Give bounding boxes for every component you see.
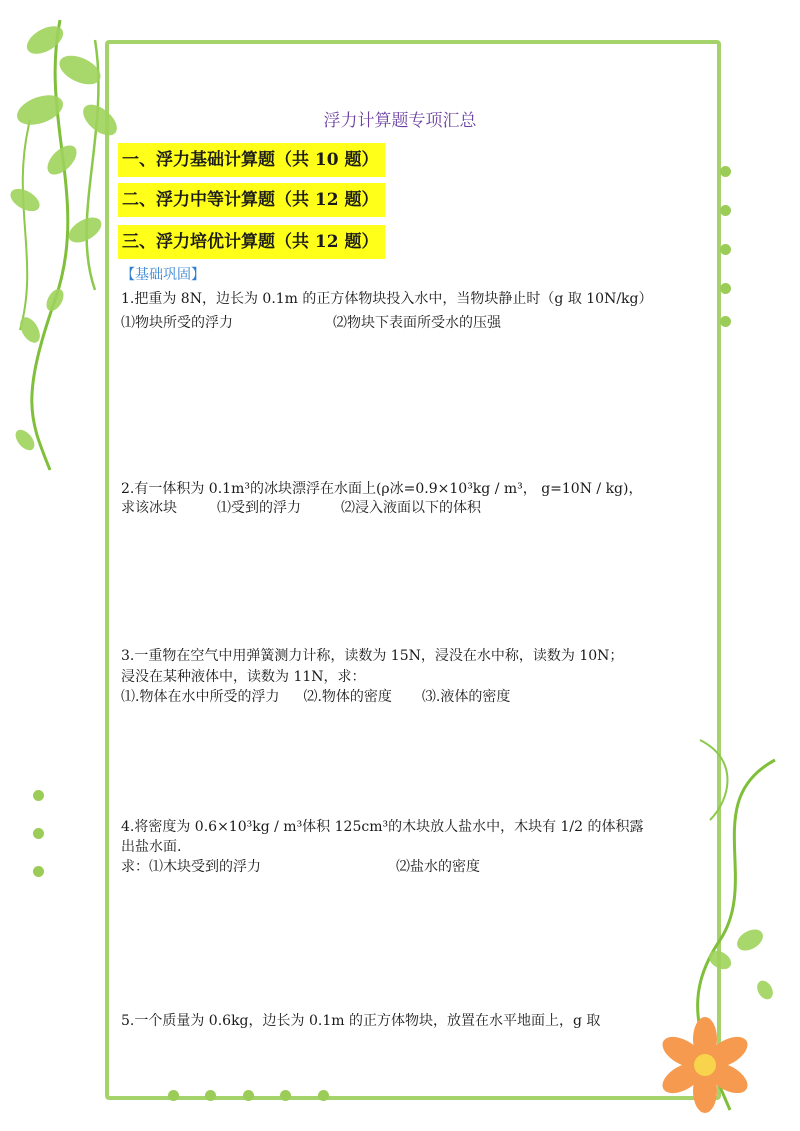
decor-dot (720, 283, 731, 294)
decor-dot (318, 1090, 329, 1101)
q2-part2: ⑵浸入液面以下的体积 (341, 500, 481, 516)
decor-dot (720, 244, 731, 255)
q2-stem: 2.有一体积为 0.1m³的冰块漂浮在水面上(ρ冰=0.9×10³kg / m³， g=10N / kg)， (121, 481, 643, 497)
q3-stem-line2: 浸没在某种液体中，读数为 11N，求： (121, 669, 366, 685)
q4-part1: 求：⑴木块受到的浮力 (121, 859, 261, 875)
section-advanced: 三、浮力培优计算题（共 12 题） (118, 225, 385, 259)
decor-dot (280, 1090, 291, 1101)
q3-parts (121, 686, 510, 706)
page-title: 浮力计算题专项汇总 (323, 111, 477, 131)
decor-dot (33, 790, 44, 801)
subheading-basics: 【基础巩固】 (121, 267, 205, 283)
q2-parts (121, 497, 481, 517)
q3-stem-line1: 3.一重物在空气中用弹簧测力计称，读数为 15N，浸没在水中称，读数为 10N； (121, 648, 624, 664)
decor-dot (33, 828, 44, 839)
q3-part3: ⑶.液体的密度 (421, 689, 511, 705)
q3-part2: ⑵.物体的密度 (303, 689, 392, 705)
q2-part1: ⑴受到的浮力 (217, 500, 301, 516)
q3-part1: ⑴.物体在水中所受的浮力 (121, 689, 280, 705)
section-intermediate: 二、浮力中等计算题（共 12 题） (118, 183, 385, 217)
decor-dot (205, 1090, 216, 1101)
section-basic: 一、浮力基础计算题（共 10 题） (118, 143, 385, 177)
q4-stem-line1: 4.将密度为 0.6×10³kg / m³体积 125cm³的木块放人盐水中，木块有 1/2 的体积露 (121, 819, 644, 835)
decor-dot (720, 166, 731, 177)
q2-lead: 求该冰块 (121, 500, 177, 516)
q1-part2: ⑵物块下表面所受水的压强 (333, 315, 501, 331)
q4-stem-line2: 出盐水面. (121, 839, 182, 855)
decor-dot (243, 1090, 254, 1101)
decor-dot (168, 1090, 179, 1101)
decor-dot (720, 205, 731, 216)
q4-part2: ⑵盐水的密度 (396, 859, 480, 875)
decor-dot (33, 866, 44, 877)
q4-parts (121, 856, 480, 876)
decor-dot (720, 316, 731, 327)
q1-part1: ⑴物块所受的浮力 (121, 315, 233, 331)
q1-stem: 1.把重为 8N，边长为 0.1m 的正方体物块投入水中，当物块静止时（g 取 10N/kg） (121, 291, 653, 307)
q5-stem: 5.一个质量为 0.6kg，边长为 0.1m 的正方体物块，放置在水平地面上，g 取 (121, 1013, 601, 1029)
q1-parts (121, 312, 501, 332)
